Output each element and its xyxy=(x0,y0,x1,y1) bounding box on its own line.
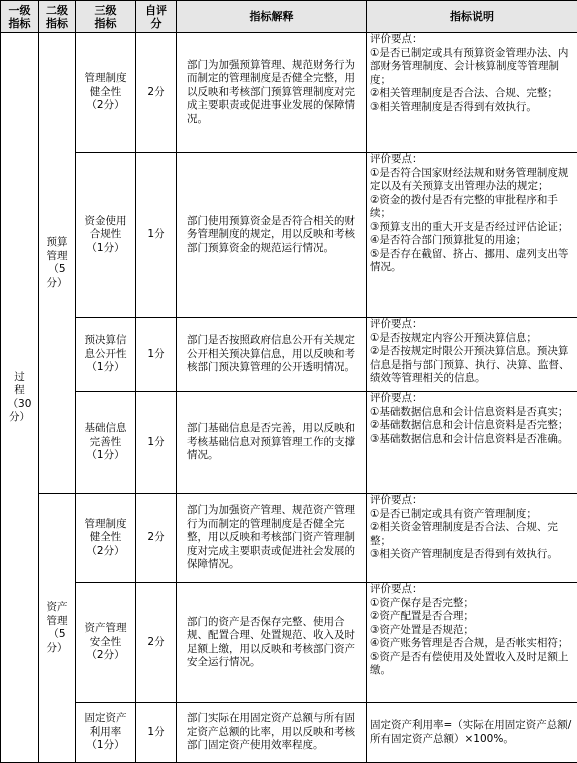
description-cell: 评价要点： ①是否按规定内容公开预决算信息； ②是否按规定时限公开预决算信息。预决算信息是指与部门预算、执行、决算、监督、绩效等管理相关的信息。 xyxy=(367,318,577,392)
explanation-cell: 部门的资产是否保存完整、使用合规、配置合理、处置规范、收入及时足额上缴，用以反映和考核部门资产安全运行情况。 xyxy=(177,583,367,703)
score-cell: 1分 xyxy=(136,392,177,494)
table-row xyxy=(1,153,577,318)
explanation-cell: 部门实际在用固定资产总额与所有固定资产总额的比率，用以反映和考核部门固定资产使用效率程度。 xyxy=(177,703,367,763)
header-row xyxy=(1,1,577,33)
level3-cell: 资产管理 安全性 （2分） xyxy=(76,583,136,703)
explanation-cell: 部门为加强资产管理、规范资产管理行为而制定的管理制度是否健全完整，用以反映和考核部门资产管理制度对完成主要职责或促进社会发展的保障情况。 xyxy=(177,494,367,583)
header-description: 指标说明 xyxy=(367,1,577,33)
score-cell: 2分 xyxy=(136,583,177,703)
score-cell: 2分 xyxy=(136,494,177,583)
explanation-cell: 部门基础信息是否完善，用以反映和考核基础信息对预算管理工作的支撑情况。 xyxy=(177,392,367,494)
level3-cell: 管理制度 健全性 （2分） xyxy=(76,33,136,153)
description-cell: 评价要点： ①是否已制定或具有资产管理制度； ②相关资金管理制度是否合法、合规、完整； ③相关资产管理制度是否得到有效执行。 xyxy=(367,494,577,583)
description-cell: 评价要点： ①基础数据信息和会计信息资料是否真实； ②基础数据信息和会计信息资料是否完整； ③基础数据信息和会计信息资料是否准确。 xyxy=(367,392,577,494)
level2-cell-assets: 资产 管理（5 分） xyxy=(39,494,76,763)
table-row xyxy=(1,494,577,583)
explanation-cell: 部门是否按照政府信息公开有关规定公开相关预决算信息，用以反映和考核部门预决算管理的公开透明情况。 xyxy=(177,318,367,392)
description-cell: 评价要点： ①是否符合国家财经法规和财务管理制度规定以及有关预算支出管理办法的规定； ②资金的拨付是否有完整的审批程序和手续； ③预算支出的重大开支是否经过评估论证； ④是否符合部门预算批复的用途； ⑤是否存在截留、挤占、挪用、虚列支出等情况。 xyxy=(367,153,577,318)
table-row xyxy=(1,392,577,494)
level3-cell: 管理制度 健全性 （2分） xyxy=(76,494,136,583)
description-cell: 评价要点： ①资产保存是否完整； ②资产配置是否合理； ③资产处置是否规范； ④资产账务管理是否合规，是否帐实相符； ⑤资产是否有偿使用及处置收入及时足额上缴。 xyxy=(367,583,577,703)
level3-cell: 固定资产 利用率 （1分） xyxy=(76,703,136,763)
level3-cell: 预决算信 息公开性 （1分） xyxy=(76,318,136,392)
header-self-score: 自评 分 xyxy=(136,1,177,33)
table-row xyxy=(1,703,577,763)
description-cell: 评价要点： ①是否已制定或具有预算资金管理办法、内部财务管理制度、会计核算制度等管理制度； ②相关管理制度是否合法、合规、完整； ③相关管理制度是否得到有效执行。 xyxy=(367,33,577,153)
header-explanation: 指标解释 xyxy=(177,1,367,33)
header-level1: 一级 指标 xyxy=(1,1,39,33)
score-cell: 1分 xyxy=(136,703,177,763)
explanation-cell: 部门使用预算资金是否符合相关的财务管理制度的规定，用以反映和考核部门预算资金的规范运行情况。 xyxy=(177,153,367,318)
score-cell: 1分 xyxy=(136,318,177,392)
score-cell: 2分 xyxy=(136,33,177,153)
table-row xyxy=(1,33,577,153)
table-row xyxy=(1,583,577,703)
description-cell: 固定资产利用率=（实际在用固定资产总额/所有固定资产总额）×100%。 xyxy=(367,703,577,763)
level1-cell: 过 程（30 分） xyxy=(1,33,39,763)
level3-cell: 基础信息 完善性 （1分） xyxy=(76,392,136,494)
header-level3: 三级 指标 xyxy=(76,1,136,33)
level2-cell-budget: 预算 管理（5 分） xyxy=(39,33,76,494)
explanation-cell: 部门为加强预算管理、规范财务行为而制定的管理制度是否健全完整，用以反映和考核部门预算管理制度对完成主要职责或促进事业发展的保障情况。 xyxy=(177,33,367,153)
level3-cell: 资金使用 合规性 （1分） xyxy=(76,153,136,318)
score-cell: 1分 xyxy=(136,153,177,318)
header-level2: 二级 指标 xyxy=(39,1,76,33)
table-row xyxy=(1,318,577,392)
